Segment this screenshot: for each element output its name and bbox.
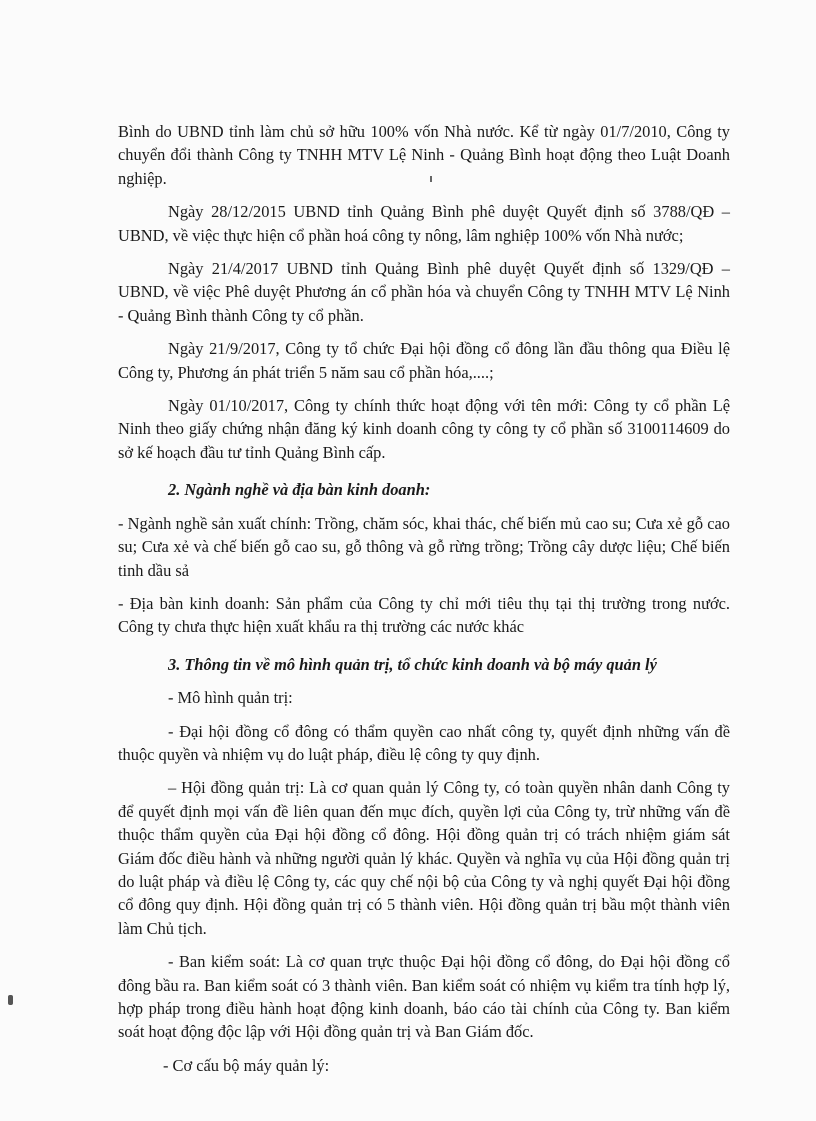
paragraph-decision-3788: Ngày 28/12/2015 UBND tỉnh Quảng Bình phê duyệt Quyết định số 3788/QĐ – UBND, về việc thực hiện cổ phần hoá công ty nông, lâm nghiệp 100% vốn Nhà nước; (118, 202, 730, 245)
paragraph-shareholders-meeting: Ngày 21/9/2017, Công ty tổ chức Đại hội đồng cổ đông lần đầu thông qua Điều lệ Công ty, Phương án phát triển 5 năm sau cổ phần hóa,....; (118, 339, 730, 382)
section-heading-governance: 3. Thông tin về mô hình quản trị, tổ chức kinh doanh và bộ máy quản lý (168, 654, 657, 674)
paragraph-decision-1329: Ngày 21/4/2017 UBND tỉnh Quảng Bình phê duyệt Quyết định số 1329/QĐ – UBND, về việc Phê duyệt Phương án cổ phần hóa và chuyển Công ty TNHH MTV Lệ Ninh - Quảng Bình thành Công ty cổ phần. (118, 259, 730, 325)
scan-edge-mark (8, 995, 13, 1005)
document-body (118, 120, 730, 1087)
paragraph-official-operation: Ngày 01/10/2017, Công ty chính thức hoạt động với tên mới: Công ty cổ phần Lệ Ninh theo giấy chứng nhận đăng ký kinh doanh công ty công ty cổ phần số 3100114609 do sở kế hoạch đầu tư tỉnh Quảng Bình cấp. (118, 396, 730, 462)
paragraph-main-business: - Ngành nghề sản xuất chính: Trồng, chăm sóc, khai thác, chế biến mủ cao su; Cưa xẻ gỗ cao su; Cưa xẻ và chế biến gỗ cao su, gỗ thông và gỗ rừng trồng; Trồng cây dược liệu; Chế biến tinh dầu sả (118, 513, 730, 580)
paragraph-board-of-directors: – Hội đồng quản trị: Là cơ quan quản lý Công ty, có toàn quyền nhân danh Công ty để quyết định mọi vấn đề liên quan đến mục đích, quyền lợi của Công ty, trừ những vấn đề thuộc thẩm quyền của Đại hội đồng cổ đông. Hội đồng quản trị có trách nhiệm giám sát Giám đốc điều hành và những người quản lý khác. Quyền và nghĩa vụ của Hội đồng quản trị do luật pháp và điều lệ Công ty, các quy chế nội bộ của Công ty và nghị quyết Đại hội đồng cổ đông quy định. Hội đồng quản trị có 5 thành viên. Hội đồng quản trị bầu một thành viên làm Chủ tịch. (118, 778, 730, 938)
section-heading-business-lines: 2. Ngành nghề và địa bàn kinh doanh: (168, 480, 431, 500)
paragraph-governance-model: - Mô hình quản trị: (168, 688, 293, 708)
paragraph-supervisory-board: - Ban kiểm soát: Là cơ quan trực thuộc Đại hội đồng cổ đông, do Đại hội đồng cổ đông bầu ra. Ban kiểm soát có 3 thành viên. Ban kiểm soát có nhiệm vụ kiểm tra tính hợp lý, hợp pháp trong điều hành hoạt động kinh doanh, báo cáo tài chính của Công ty. Ban kiểm soát hoạt động độc lập với Hội đồng quản trị và Ban Giám đốc. (118, 952, 730, 1042)
paragraph-business-area: - Địa bàn kinh doanh: Sản phẩm của Công ty chỉ mới tiêu thụ tại thị trường trong nước. Công ty chưa thực hiện xuất khẩu ra thị trường các nước khác (118, 593, 730, 637)
paragraph-history-intro: Bình do UBND tỉnh làm chủ sở hữu 100% vốn Nhà nước. Kể từ ngày 01/7/2010, Công ty chuyển đổi thành Công ty TNHH MTV Lệ Ninh - Quảng Bình hoạt động theo Luật Doanh nghiệp. (118, 122, 730, 188)
paragraph-general-meeting: - Đại hội đồng cổ đông có thẩm quyền cao nhất công ty, quyết định những vấn đề thuộc quyền và nhiệm vụ do luật pháp, điều lệ công ty quy định. (118, 721, 730, 764)
paragraph-management-structure: - Cơ cấu bộ máy quản lý: (163, 1055, 330, 1075)
